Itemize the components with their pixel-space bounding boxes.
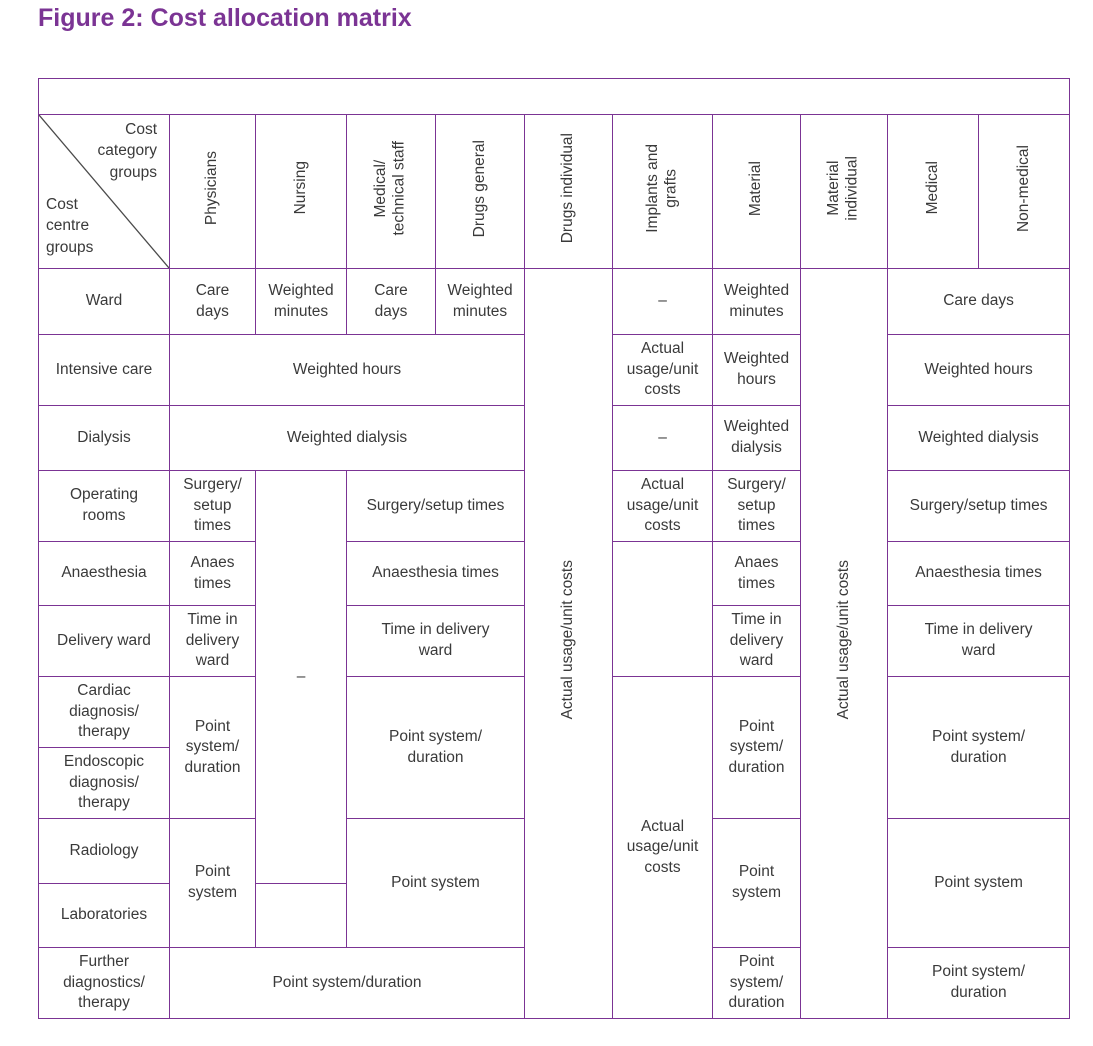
cell-ic-material bbox=[713, 335, 801, 406]
header-cost-matrix: Cost matrix bbox=[46, 87, 135, 104]
cell-line: times bbox=[737, 517, 776, 535]
cell-nursing-dash: – bbox=[256, 471, 347, 884]
cell-line: duration bbox=[950, 748, 1007, 766]
cell-dw-infrastructure bbox=[888, 606, 1070, 677]
cell-an-infrastructure: Anaesthesia times bbox=[888, 542, 1070, 606]
cell-line: duration bbox=[184, 758, 241, 776]
col-label-line: Implants and bbox=[643, 143, 661, 233]
cell-line: Point bbox=[194, 717, 231, 735]
cell-dw-material bbox=[713, 606, 801, 677]
cell-drugs-individual-actual-usage bbox=[525, 269, 613, 1019]
vertical-cell-text: Actual usage/unit costs bbox=[559, 560, 577, 720]
cell-ce-implants bbox=[613, 677, 713, 1019]
cell-line: system bbox=[187, 884, 238, 901]
row-label-line: rooms bbox=[82, 507, 126, 524]
cell-line: Anaes bbox=[190, 553, 235, 571]
cell-line: Point bbox=[738, 953, 775, 971]
cell-ward-physicians bbox=[170, 269, 256, 335]
cell-ic-labour: Weighted hours bbox=[170, 335, 525, 406]
cell-line: ward bbox=[195, 652, 230, 670]
col-label: Drugs general bbox=[470, 139, 488, 237]
cell-ward-medtech bbox=[347, 269, 436, 335]
corner-bottom-line: centre bbox=[46, 217, 90, 235]
row-label-line: Endoscopic bbox=[63, 753, 145, 771]
cell-rl-infrastructure: Point system bbox=[888, 819, 1070, 948]
cell-rl-medtech: Point system bbox=[347, 819, 525, 948]
col-header-nursing bbox=[256, 115, 347, 269]
cell-line: Actual bbox=[640, 476, 685, 494]
cell-line: Anaes bbox=[734, 553, 779, 571]
corner-category-label bbox=[98, 119, 157, 183]
cell-ward-infrastructure: Care days bbox=[888, 269, 1070, 335]
col-header-implants bbox=[613, 115, 713, 269]
row-label-line: therapy bbox=[78, 994, 130, 1012]
cell-line: Time in delivery bbox=[381, 621, 490, 639]
cell-line: minutes bbox=[452, 302, 508, 320]
cell-line: days bbox=[374, 302, 408, 320]
row-header-operating-rooms bbox=[39, 471, 170, 542]
cell-ic-infrastructure: Weighted hours bbox=[888, 335, 1070, 406]
cell-line: usage/unit bbox=[626, 360, 699, 378]
row-header-delivery-ward: Delivery ward bbox=[39, 606, 170, 677]
cell-line: minutes bbox=[273, 302, 329, 320]
cell-line: delivery bbox=[729, 631, 784, 649]
cell-ic-implants bbox=[613, 335, 713, 406]
figure-title: Figure 2: Cost allocation matrix bbox=[38, 4, 412, 32]
cell-ce-infrastructure bbox=[888, 677, 1070, 819]
cell-ward-implants: – bbox=[613, 269, 713, 335]
cell-line: system/ bbox=[185, 738, 240, 756]
col-label-line: grafts bbox=[662, 168, 680, 208]
corner-top-line: groups bbox=[109, 163, 157, 181]
row-header-cardiac bbox=[39, 677, 170, 748]
col-header-non-medical bbox=[979, 115, 1070, 269]
cell-or-medtech: Surgery/setup times bbox=[347, 471, 525, 542]
cell-line: minutes bbox=[729, 302, 784, 320]
cell-fd-labour: Point system/duration bbox=[170, 948, 525, 1019]
col-header-medical bbox=[888, 115, 979, 269]
col-label-line: technical staff bbox=[391, 140, 408, 236]
cell-line: times bbox=[193, 574, 232, 592]
cell-line: Point bbox=[738, 717, 775, 735]
cell-fd-infrastructure bbox=[888, 948, 1070, 1019]
row-header-endoscopic bbox=[39, 748, 170, 819]
cell-an-material bbox=[713, 542, 801, 606]
cell-an-dw-implants-empty bbox=[613, 542, 713, 677]
cell-line: Weighted bbox=[723, 350, 790, 368]
corner-cell bbox=[39, 115, 170, 269]
cell-dialysis-infrastructure: Weighted dialysis bbox=[888, 406, 1070, 471]
col-label: Physicians bbox=[203, 151, 221, 226]
cell-ce-physicians bbox=[170, 677, 256, 819]
cell-line: dialysis bbox=[731, 439, 782, 456]
row-header-dialysis: Dialysis bbox=[39, 406, 170, 471]
row-header-intensive-care: Intensive care bbox=[39, 335, 170, 406]
col-label bbox=[644, 144, 681, 233]
cell-line: duration bbox=[728, 994, 785, 1012]
col-header-material-individual bbox=[801, 115, 888, 269]
header-band bbox=[39, 79, 1070, 115]
cell-line: delivery bbox=[185, 631, 240, 649]
cell-line: hours bbox=[737, 371, 776, 388]
cell-line: Weighted bbox=[723, 418, 790, 436]
col-label bbox=[372, 141, 409, 236]
cell-line: system/ bbox=[729, 738, 784, 756]
cell-ce-material bbox=[713, 677, 801, 819]
row-label-line: Cardiac bbox=[77, 682, 131, 700]
row-header-radiology: Radiology bbox=[39, 819, 170, 884]
col-header-drugs-individual bbox=[525, 115, 613, 269]
cell-line: Care bbox=[195, 281, 230, 299]
cell-line: Point bbox=[194, 863, 231, 881]
corner-top-line: Cost bbox=[125, 121, 157, 138]
col-label-line: Material bbox=[825, 160, 843, 216]
cell-dialysis-material bbox=[713, 406, 801, 471]
cell-line: Actual bbox=[640, 817, 685, 835]
cell-line: times bbox=[193, 517, 232, 535]
cell-line: costs bbox=[644, 858, 681, 876]
col-label: Nursing bbox=[291, 161, 309, 215]
cell-line: costs bbox=[644, 381, 681, 399]
header-band-cell bbox=[39, 79, 1070, 115]
row-label-line: Operating bbox=[69, 486, 139, 504]
vertical-cell-text: Actual usage/unit costs bbox=[834, 560, 852, 720]
cell-or-infrastructure: Surgery/setup times bbox=[888, 471, 1070, 542]
cell-line: usage/unit bbox=[626, 496, 699, 514]
cell-dw-medtech bbox=[347, 606, 525, 677]
cell-ward-drugs-general bbox=[436, 269, 525, 335]
cell-an-medtech: Anaesthesia times bbox=[347, 542, 525, 606]
col-label: Material bbox=[747, 160, 765, 216]
row-label-line: Further bbox=[79, 953, 129, 971]
cost-allocation-matrix bbox=[38, 78, 1070, 1019]
col-label bbox=[825, 156, 862, 221]
cell-line: Weighted bbox=[268, 281, 334, 299]
corner-bottom-line: Cost bbox=[46, 195, 78, 213]
col-label-line: individual bbox=[844, 155, 861, 221]
cell-or-material bbox=[713, 471, 801, 542]
cell-an-physicians bbox=[170, 542, 256, 606]
cell-line: Actual bbox=[640, 340, 685, 358]
cell-material-individual-actual-usage bbox=[801, 269, 888, 1019]
cell-line: Point system/ bbox=[932, 963, 1026, 981]
cell-or-physicians bbox=[170, 471, 256, 542]
row-label-line: therapy bbox=[78, 794, 130, 812]
cell-line: Surgery/ bbox=[727, 476, 786, 494]
cell-rl-material bbox=[713, 819, 801, 948]
col-label: Medical bbox=[923, 161, 941, 215]
cell-line: costs bbox=[644, 517, 681, 535]
row-header-anaesthesia: Anaesthesia bbox=[39, 542, 170, 606]
col-header-material bbox=[713, 115, 801, 269]
col-label-line: Medical/ bbox=[372, 159, 390, 218]
cell-dialysis-labour: Weighted dialysis bbox=[170, 406, 525, 471]
row-header-further-diagnostics bbox=[39, 948, 170, 1019]
cell-line: days bbox=[196, 302, 229, 320]
cell-line: Time in bbox=[731, 611, 782, 629]
cell-line: Time in delivery bbox=[924, 621, 1033, 639]
header-material-costs: Material costs bbox=[444, 87, 551, 104]
corner-centre-label bbox=[46, 194, 93, 258]
cell-line: duration bbox=[407, 748, 464, 766]
cell-line: usage/unit bbox=[626, 838, 699, 856]
cell-line: Weighted bbox=[723, 281, 790, 299]
row-header-laboratories: Laboratories bbox=[39, 884, 170, 948]
cell-line: setup bbox=[737, 496, 776, 514]
cell-line: times bbox=[737, 574, 776, 592]
cell-fd-material bbox=[713, 948, 801, 1019]
cell-line: ward bbox=[961, 642, 996, 659]
cell-line: system/ bbox=[729, 973, 784, 991]
cell-ward-nursing bbox=[256, 269, 347, 335]
cell-dw-physicians bbox=[170, 606, 256, 677]
col-header-physicians bbox=[170, 115, 256, 269]
corner-bottom-line: groups bbox=[46, 238, 94, 256]
cell-line: Point bbox=[738, 863, 775, 881]
header-labour-costs: Labour costs bbox=[263, 87, 364, 104]
cell-line: Weighted bbox=[447, 281, 513, 299]
cell-dialysis-implants: – bbox=[613, 406, 713, 471]
col-header-drugs-general bbox=[436, 115, 525, 269]
cell-or-implants bbox=[613, 471, 713, 542]
row-label-line: therapy bbox=[78, 723, 130, 741]
cell-rl-physicians bbox=[170, 819, 256, 948]
row-ward bbox=[39, 269, 1070, 335]
col-label: Drugs individual bbox=[559, 133, 577, 244]
col-label: Non-medical bbox=[1014, 144, 1032, 232]
row-header-ward: Ward bbox=[39, 269, 170, 335]
cell-line: Point system/ bbox=[932, 727, 1026, 745]
cell-line: Care bbox=[374, 281, 408, 299]
row-label-line: diagnostics/ bbox=[63, 973, 145, 991]
row-label-line: diagnosis/ bbox=[69, 773, 139, 791]
cell-line: ward bbox=[418, 642, 453, 659]
col-header-medical-technical bbox=[347, 115, 436, 269]
row-label-line: diagnosis/ bbox=[69, 702, 139, 720]
cell-line: system bbox=[731, 884, 782, 901]
corner-top-line: category bbox=[97, 142, 157, 160]
cell-line: Point system/ bbox=[388, 727, 483, 745]
cell-line: Time in bbox=[187, 611, 238, 629]
cell-line: Surgery/ bbox=[183, 476, 242, 494]
cell-line: duration bbox=[950, 984, 1007, 1001]
column-header-row bbox=[39, 115, 1070, 269]
cell-ce-medtech bbox=[347, 677, 525, 819]
cell-ward-material bbox=[713, 269, 801, 335]
cell-line: ward bbox=[739, 652, 774, 670]
cell-line: duration bbox=[728, 758, 785, 776]
cell-line: setup bbox=[193, 496, 232, 514]
